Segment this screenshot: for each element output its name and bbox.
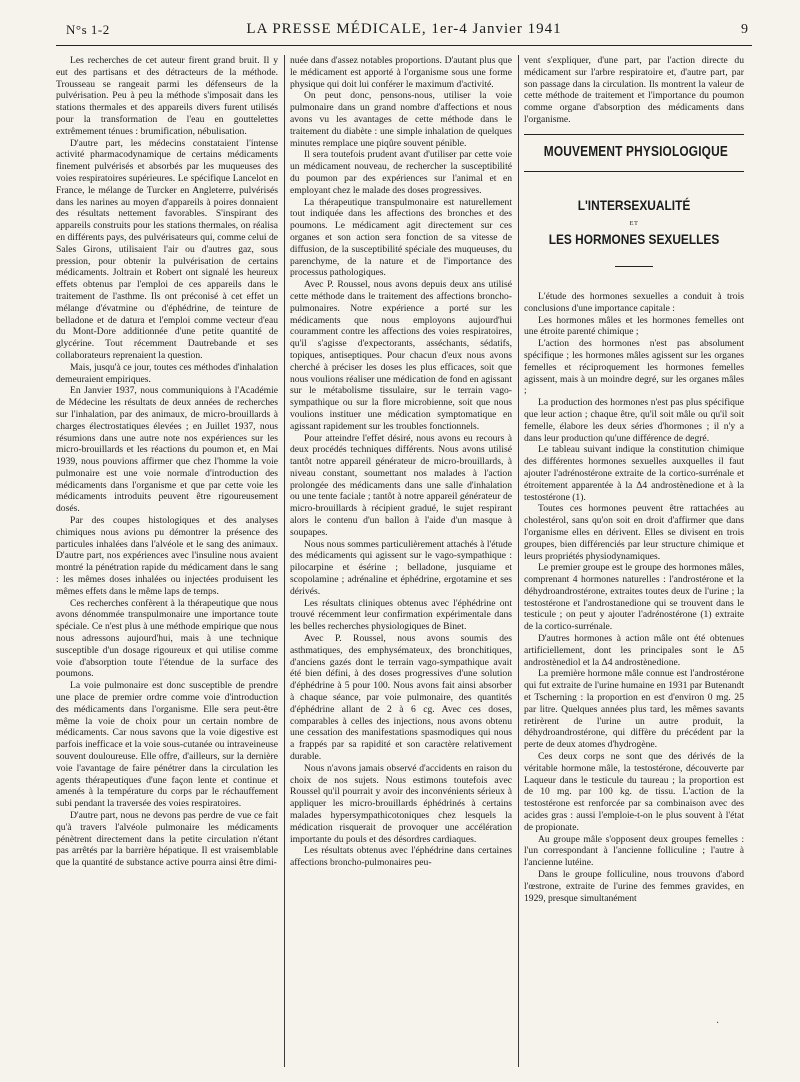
article-title: L'INTERSEXUALITÉ: [577, 196, 691, 213]
article-subtitle: LES HORMONES SEXUELLES: [548, 231, 720, 248]
paragraph: Toutes ces hormones peuvent être rattachées au cholestérol, sans qu'on soit en droit d'affirmer que dans l'organisme elles en dérivent. Elles se divisent en trois groupes, bien différenciés par leur structure chimique et leurs propriétés physiodynamiques.: [524, 503, 744, 562]
masthead: LA PRESSE MÉDICALE, 1er-4 Janvier 1941: [246, 21, 562, 37]
paragraph: Le premier groupe est le groupe des hormones mâles, comprenant 4 hormones naturelles : l'androstérone et la déhydroandrostérone, extraites toutes deux de l'urine ; la testostérone et l'androstanedione qui se trouvent dans le testicule ; on peut y ajouter l'adrénostérone (1) extraite de la cortico-surrénale.: [524, 562, 744, 633]
section-rule: [524, 171, 744, 172]
paragraph: En Janvier 1937, nous communiquions à l'Académie de Médecine les résultats de deux années de recherches sur l'inhalation, par des animaux, de micro-brouillards à charges électrostatiques élevées ; en Juillet 1937, nous résumions dans une autre note nos expériences sur les micro-brouillards et les réactions du poumon et, en Mai 1939, nous pouvions affirmer que chez l'homme la voie pulmonaire est une voie normale d'introduction des médicaments dans l'organisme et que par cette voie les médicaments introduits peuvent être rigoureusement dosés.: [56, 385, 278, 515]
paragraph: La thérapeutique transpulmonaire est naturellement tout indiquée dans les affections des bronches et des poumons. Le médicament agit directement sur ces organes et son action sera fonction de sa vitesse de diffusion, de la susceptibilité spéciale des muqueuses, du parenchyme, de la nature et de l'importance des processus pathologiques.: [290, 196, 512, 279]
paragraph: Avec P. Roussel, nous avons depuis deux ans utilisé cette méthode dans le traitement des affections broncho-pulmonaires. Notre expérience a porté sur les médicaments que nous employons aujourd'hui couramment contre les affections des voies respiratoires, qu'il s'agisse d'expectorants, asséchants, sédatifs, topiques, antiseptiques. Pour chacun d'eux nous avons cherché à préciser les doses les plus efficaces, soit que nous voulions réaliser une médication de fond en agissant sur le métabolisme tissulaire, sur le terrain vago-sympathique ou sur la flore microbienne, soit que nous voulions instituer une médication symptomatique en agissant rapidement sur les troubles fonctionnels.: [290, 279, 512, 432]
paragraph: Avec P. Roussel, nous avons soumis des asthmatiques, des emphysémateux, des bronchitiques, d'anciens gazés dont le terrain vago-sympathique avait été bien défini, à des doses progressives d'une solution d'éphédrine à 5 pour 100. Nous avons fait ainsi absorber à chaque séance, par voie pulmonaire, des quantités d'éphédrine allant de 2 à 6 cg. Avec ces doses, comparables à celles des injections, nous avons obtenu une cessation des manifestations spasmodiques qui nous a frappés par sa rapidité et son caractère relativement durable.: [290, 633, 512, 763]
paragraph: Dans le groupe folliculine, nous trouvons d'abord l'œstrone, extraite de l'urine des femmes gravides, en 1929, presque simultanément: [524, 869, 744, 904]
column-1: [56, 55, 278, 1065]
stray-mark: ·: [716, 1018, 720, 1029]
paragraph: La première hormone mâle connue est l'androstérone qui fut extraite de l'urine humaine en 1931 par Butenandt et Tscherning : la proportion en est d'environ 0 mg. 25 par litre. Quelques années plus tard, les mêmes savants retirèrent de l'urine un autre produit, la déhydroandrostérone, qui diffère du précédent par la perte de deux atomes d'hydrogène.: [524, 668, 744, 751]
page-number: 9: [741, 22, 748, 37]
paragraph: vent s'expliquer, d'une part, par l'action directe du médicament sur l'arbre respiratoire et, d'autre part, par son passage dans la circulation. Ils montrent la valeur de cette méthode de traitement et l'importance du poumon comme organe d'absorption des médicaments dans l'organisme.: [524, 55, 744, 125]
paragraph: L'action des hormones n'est pas absolument spécifique ; les hormones mâles agissent sur les organes femelles et réciproquement les hormones femelles agissent, mais à un moindre degré, sur les organes mâles ;: [524, 338, 744, 397]
paragraph: Mais, jusqu'à ce jour, toutes ces méthodes d'inhalation demeuraient empiriques.: [56, 361, 278, 385]
paragraph: Les résultats cliniques obtenus avec l'éphédrine ont trouvé récemment leur confirmation expérimentale dans les belles recherches physiologiques de Binet.: [290, 597, 512, 633]
column-divider: [518, 55, 519, 1067]
issue-number: N°s 1-2: [66, 22, 110, 37]
paragraph: Nous nous sommes particulièrement attachés à l'étude des médicaments qui agissent sur le vago-sympathique : pilocarpine et ésérine ; belladone, jusquiame et scopolamine ; adrénaline et éphédrine, ergotamine et ses dérivés.: [290, 538, 512, 597]
column-divider: [284, 55, 285, 1067]
paragraph: D'autre part, les médecins constataient l'intense activité pharmacodynamique de certains médicaments finement pulvérisés et absorbés par les muqueuses des voies respiratoires supérieures. Le spécifique Lancelot en France, le mélange de Turcker en Angleterre, pulvérisés dans les narines au moyen d'appareils à poires donnaient des résultats nettement favorables. S'inspirant des appareils construits pour les stations thermales, on réalisa en différents pays, des pulvérisateurs qui, comme celui de Sales Girons, utilisaient l'air ou d'autres gaz, sous pression, pour obtenir la pulvérisation de certains médicaments. Joltrain et Robert ont signalé les heureux effets obtenus par l'emploi de ces appareils dans le traitement de l'asthme. Ils ont préconisé à cet effet un mélange d'évatmine ou d'éphédrine, de teinture de belladone et de datura et l'emploi comme vecteur d'eau du Mont-Dore additionnée d'une petite quantité de glycérine. Tout récemment Dautrebande et ses collaborateurs reprenaient la question.: [56, 137, 278, 361]
section-title: MOUVEMENT PHYSIOLOGIQUE: [543, 143, 728, 160]
article-conjunction: ET: [629, 220, 639, 228]
page-header: [56, 20, 752, 44]
paragraph: Nous n'avons jamais observé d'accidents en raison du choix de nos sujets. Nous estimons toutefois avec Roussel qu'il pourrait y avoir des inconvénients sérieux à appliquer les micro-brouillards éphédrinés à certains malades hypersympathicotoniques chez lesquels la médication risquerait de provoquer une accélération importante du pouls et des désordres cardiaques.: [290, 762, 512, 845]
paragraph: D'autres hormones à action mâle ont été obtenues artificiellement, dont les principales sont le Δ5 androstènediol et la Δ4 androstènedione.: [524, 633, 744, 668]
paragraph: L'étude des hormones sexuelles a conduit à trois conclusions d'une importance capitale :: [524, 290, 744, 314]
paragraph: On peut donc, pensons-nous, utiliser la voie pulmonaire dans un grand nombre d'affections et nous avons vu les avantages de cette méthode dans le traitement du diabète : une simple inhalation de quelques minutes remplace une piqûre souvent pénible.: [290, 90, 512, 149]
paragraph: Il sera toutefois prudent avant d'utiliser par cette voie un médicament nouveau, de rechercher la susceptibilité du poumon par des expériences sur l'animal et en employant chez le malade des doses progressives.: [290, 149, 512, 196]
paragraph: Les hormones mâles et les hormones femelles ont une étroite parenté chimique ;: [524, 314, 744, 338]
paragraph: nuée dans d'assez notables proportions. D'autant plus que le médicament est apporté à l'organisme sous une forme physique qui doit lui conférer le maximum d'activité.: [290, 55, 512, 90]
column-2: [290, 55, 512, 1065]
column-3: [524, 55, 744, 1065]
paragraph: Ces recherches confèrent à la thérapeutique que nous avons dénommée transpulmonaire une importance toute spéciale. Ce n'est plus à une méthode empirique que nous nous adressons aujourd'hui, mais à une technique susceptible d'un dosage rigoureux et qui utilise comme voie d'absorption toute l'étendue de la surface des poumons.: [56, 597, 278, 680]
section-rule: [524, 134, 744, 135]
paragraph: D'autre part, nous ne devons pas perdre de vue ce fait qu'à travers l'alvéole pulmonaire les médicaments pénètrent directement dans la petite circulation n'étant pas arrêtés par la barrière hépatique. Il est vraisemblable que la quantité de substance active pourra ainsi être dimi-: [56, 810, 278, 869]
paragraph: Le tableau suivant indique la constitution chimique des différentes hormones sexuelles auxquelles il faut ajouter l'adrénostérone extraite de la cortico-surrénale et étroitement apparentée à la Δ4 androstènedione et à la testostérone (1).: [524, 444, 744, 503]
title-rule: [615, 266, 653, 267]
paragraph: Par des coupes histologiques et des analyses chimiques nous avions pu démontrer la présence des particules inhalées dans l'alvéole et le sang des animaux. D'autre part, nos expériences avec l'insuline nous avaient montré la pénétration rapide du médicament dans le sang : les mêmes doses inhalées ou injectées produisent les mêmes effets dans le même laps de temps.: [56, 515, 278, 597]
paragraph: Les recherches de cet auteur firent grand bruit. Il y eut des partisans et des détracteurs de la méthode. Trousseau se rangeait parmi les défenseurs de la pulvérisation. Peu à peu la méthode s'imposait dans les stations thermales et des appareils divers furent utilisés pour la transformation de l'eau en gouttelettes extrêmement ténues : brumification, nébulisation.: [56, 55, 278, 137]
paragraph: Pour atteindre l'effet désiré, nous avons eu recours à deux procédés techniques différents. Nous avons utilisé tantôt notre appareil générateur de micro-brouillards, à niveau constant, soumettant nos malades à l'action prolongée des médicaments dans une salle d'inhalation ou une tente faciale ; tantôt à notre appareil générateur de micro-brouillards à récipient gradué, le sujet respirant alors le contenu d'un ballon à l'aide d'un masque à soupapes.: [290, 432, 512, 538]
paragraph: Les résultats obtenus avec l'éphédrine dans certaines affections broncho-pulmonaires peu-: [290, 845, 512, 869]
paragraph: La voie pulmonaire est donc susceptible de prendre une place de premier ordre comme voie d'introduction des médicaments dans l'organisme. Elle sera peut-être même la voie de choix pour un certain nombre de médicaments. Car nous savons que la voie digestive est parfois inefficace et la voie sous-cutanée ou intraveineuse souvent douloureuse. Elle offre, d'ailleurs, sur la dernière voie l'avantage de faire pénétrer dans la circulation les agents thérapeutiques d'une façon lente et continue et amenés à la température du corps par le réchauffement subi pendant la traversée des voies respiratoires.: [56, 680, 278, 810]
header-rule: [56, 45, 752, 46]
paragraph: La production des hormones n'est pas plus spécifique que leur action ; chaque être, qu'il soit mâle ou qu'il soit femelle, élabore les deux séries d'hormones ; il n'y a dans leur production qu'une différence de degré.: [524, 397, 744, 444]
paragraph: Au groupe mâle s'opposent deux groupes femelles : l'un correspondant à l'ancienne folliculine ; l'autre à l'ancienne lutéine.: [524, 833, 744, 869]
paragraph: Ces deux corps ne sont que des dérivés de la véritable hormone mâle, la testostérone, découverte par Laqueur dans le testicule du taureau ; la proportion est de 10 mg. par 100 kg. de tissu. L'action de la testostérone est renforcée par sa combinaison avec des acides gras : aussi l'emploie-t-on le plus souvent à l'état de propionate.: [524, 751, 744, 833]
